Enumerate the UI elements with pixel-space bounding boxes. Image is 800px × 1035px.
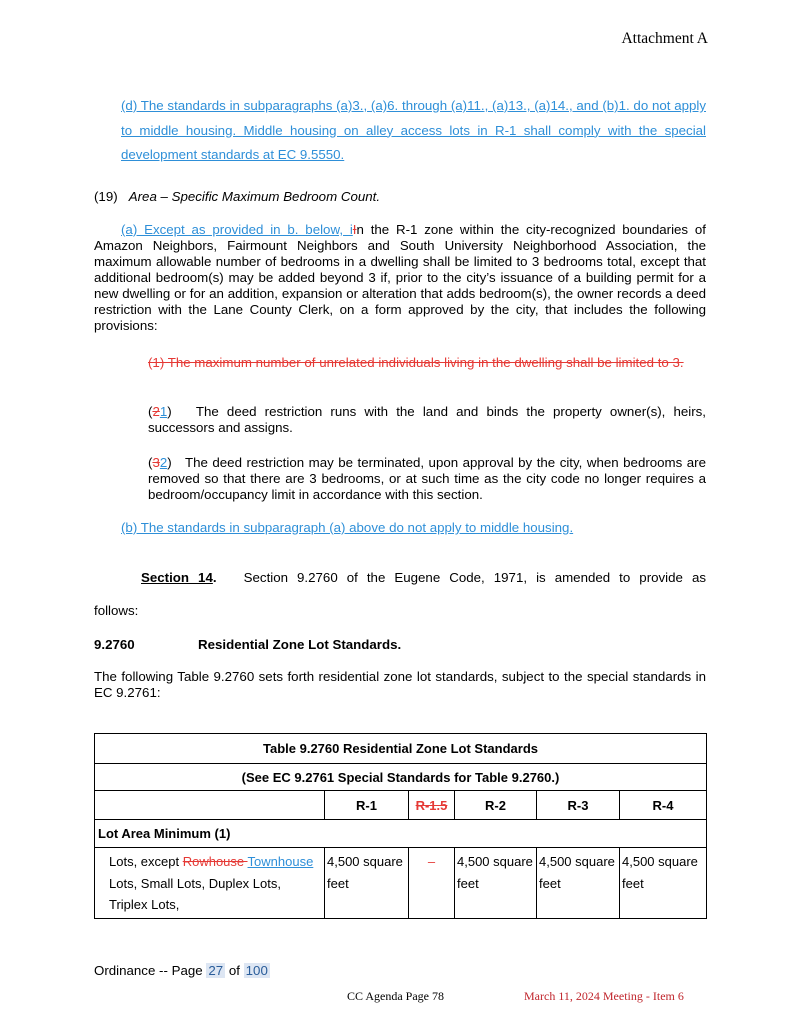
section-title: Area – Specific Maximum Bedroom Count. xyxy=(128,189,381,204)
inserted-number: 1 xyxy=(159,404,168,419)
column-header-r4: R-4 xyxy=(620,791,707,820)
paragraph-a xyxy=(94,222,706,334)
section-row-lot-area: Lot Area Minimum (1) xyxy=(95,820,707,848)
page-number-field: 27 xyxy=(208,963,224,978)
provision-2-renumbered: (21) The deed restriction runs with the land and binds the property owner(s), heirs, successors and assigns. xyxy=(148,404,706,435)
cell-r1: 4,500 square feet xyxy=(325,848,409,919)
column-header-r15-deleted: R-1.5 xyxy=(409,791,455,820)
deleted-text: (1) The maximum number of unrelated individuals living in the dwelling shall be limited to 3. xyxy=(148,355,684,370)
attachment-label: Attachment A xyxy=(621,30,708,47)
paragraph-d-inserted xyxy=(121,94,706,168)
code-section-title: Residential Zone Lot Standards. xyxy=(198,637,402,652)
inserted-text: (b) The standards in subparagraph (a) above do not apply to middle housing. xyxy=(121,520,574,535)
section-14-label: Section 14 xyxy=(141,570,213,585)
section-19-heading xyxy=(94,189,380,204)
section-number: (19) xyxy=(94,189,118,204)
deleted-number: 3 xyxy=(152,455,160,470)
section-14-follows: follows: xyxy=(94,603,139,618)
deleted-number: 2 xyxy=(152,404,160,419)
table-header-row xyxy=(95,791,707,820)
cell-r2: 4,500 square feet xyxy=(455,848,537,919)
page-total-field: 100 xyxy=(245,963,268,978)
deleted-text: Rowhouse xyxy=(182,854,248,869)
cell-r3: 4,500 square feet xyxy=(537,848,620,919)
provision-1-deleted xyxy=(148,355,706,371)
paragraph-b-inserted xyxy=(121,520,573,535)
cell-r15: – xyxy=(409,848,455,919)
code-section-heading xyxy=(94,637,401,652)
table-intro: The following Table 9.2760 sets forth residential zone lot standards, subject to the special standards in EC 9.2761: xyxy=(94,669,706,700)
section-14-line: Section 14. Section 9.2760 of the Eugene Code, 1971, is amended to provide as xyxy=(141,570,706,585)
provision-3-renumbered: (32) The deed restriction may be terminated, upon approval by the city, when bedrooms are removed so that there are 3 bedrooms, or at such time as the city code no longer requires a bedroom/occupancy limit in accordance with this section. xyxy=(148,455,707,502)
footer-ordinance: Ordinance -- Page 27 of 100 xyxy=(94,963,268,978)
footer-agenda-page: CC Agenda Page 78 xyxy=(347,989,444,1003)
column-header-r1: R-1 xyxy=(325,791,409,820)
table-title: Table 9.2760 Residential Zone Lot Standards xyxy=(95,734,707,764)
inserted-number: 2 xyxy=(159,455,168,470)
column-header-r2: R-2 xyxy=(455,791,537,820)
code-section-number: 9.2760 xyxy=(94,637,135,652)
deleted-text: I xyxy=(352,222,357,237)
provision-text: The deed restriction may be terminated, upon approval by the city, when bedrooms are removed so that there are 3 bedrooms, or at such time as the city code no longer requires a bedroom/occupancy limit in accordance with this section. xyxy=(148,455,707,502)
table-row xyxy=(95,848,707,919)
table-subtitle: (See EC 9.2761 Special Standards for Table 9.2760.) xyxy=(95,764,707,791)
cell-r4: 4,500 square feet xyxy=(620,848,707,919)
provision-text: The deed restriction runs with the land and binds the property owner(s), heirs, successors and assigns. xyxy=(148,404,706,435)
section-14-text: Section 9.2760 of the Eugene Code, 1971, is amended to provide as xyxy=(243,570,706,585)
inserted-text: (a) Except as provided in b. below, i xyxy=(121,222,353,237)
paragraph-text: n the R-1 zone within the city-recognized boundaries of Amazon Neighbors, Fairmount Neighbors and South University Neighborhood Association, the maximum allowable number of bedrooms in a dwelling shall be limited to 3 bedrooms total, except that additional bedroom(s) may be added beyond 3 if, prior to the city’s issuance of a building permit for a new dwelling or for an addition, expansion or alteration that adds bedroom(s), the owner records a deed restriction with the Lane County Clerk, on a form approved by the city, that includes the following provisions: xyxy=(94,222,706,333)
lot-standards-table xyxy=(94,733,707,919)
inserted-text: Townhouse xyxy=(247,854,314,869)
column-header-r3: R-3 xyxy=(537,791,620,820)
column-header-empty xyxy=(95,791,325,820)
inserted-text: (d) The standards in subparagraphs (a)3., (a)6. through (a)11., (a)13., (a)14., and (b)1. do not apply to middle housing. Middle housing on alley access lots in R-1 shall comply with the special development standards at EC 9.5550. xyxy=(121,98,706,162)
row-label: Lots, except Rowhouse Townhouse Lots, Small Lots, Duplex Lots, Triplex Lots, xyxy=(95,848,325,919)
footer-meeting-item: March 11, 2024 Meeting - Item 6 xyxy=(524,989,684,1003)
